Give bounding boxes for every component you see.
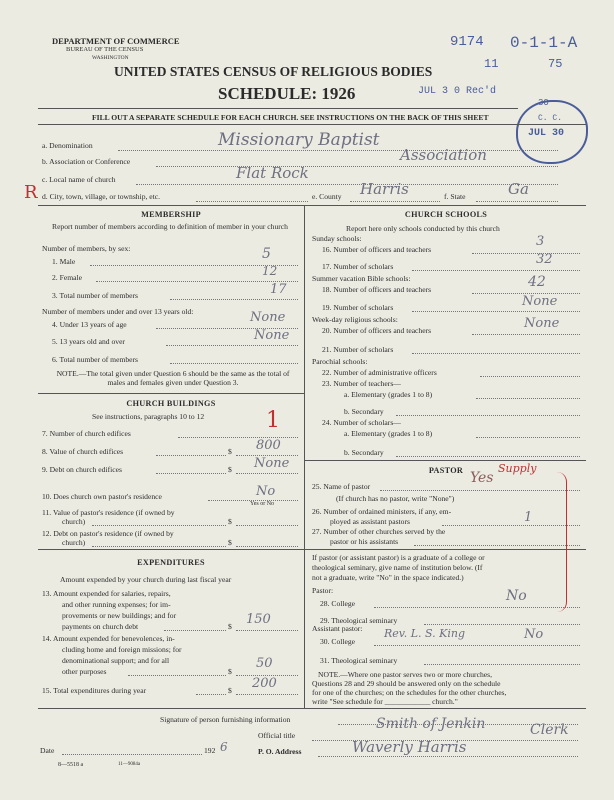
dotted-line (396, 415, 580, 416)
received-stamp: JUL 3 0 Rec'd (418, 86, 497, 97)
yes-no-hint: Yes or No (250, 501, 275, 507)
stamp-number: 9174 (450, 34, 484, 50)
dotted-line (170, 363, 298, 364)
q10-label: 10. Does church own pastor's residence (42, 492, 162, 501)
dotted-line (136, 184, 558, 185)
rule (38, 708, 586, 709)
buildings-title: CHURCH BUILDINGS (126, 399, 216, 408)
q24a-label: a. Elementary (grades 1 to 8) (344, 429, 433, 438)
association-value: Association (400, 146, 487, 164)
q16-label: 16. Number of officers and teachers (322, 245, 432, 254)
q11-dollar: $ (228, 517, 232, 526)
local-name-value: Flat Rock (236, 164, 309, 182)
dotted-line (472, 253, 580, 254)
cloud-cc: C. C. (538, 114, 563, 123)
q13-label-1: 13. Amount expended for salaries, repairs, (42, 589, 171, 598)
column-divider (304, 549, 305, 708)
q20-label: 20. Number of officers and teachers (322, 326, 432, 335)
stamp-75: 75 (548, 57, 563, 71)
q8-label: 8. Value of church edifices (42, 447, 124, 456)
rule (38, 549, 586, 550)
q5-label: 5. 13 years old and over (52, 337, 125, 346)
dotted-line (236, 694, 298, 695)
dotted-line (476, 201, 558, 202)
buildings-see: See instructions, paragraphs 10 to 12 (92, 412, 205, 421)
dotted-line (166, 345, 298, 346)
red-r-mark: R (24, 182, 38, 203)
q26-label-1: 26. Number of ordained ministers, if any, em- (312, 507, 452, 516)
dotted-line (62, 754, 202, 755)
form-number: 8—5518 a (58, 762, 84, 768)
county-label: e. County (312, 192, 342, 201)
q17-label: 17. Number of scholars (322, 262, 394, 271)
official-title-label: Official title (258, 731, 296, 740)
asst-sublabel: Assistant pastor: (312, 624, 363, 633)
q29-label: 29. Theological seminary (320, 616, 398, 625)
q24b-label: b. Secondary (344, 448, 384, 457)
q25-label: 25. Name of pastor (312, 482, 371, 491)
dotted-line (412, 353, 580, 354)
q20-value: None (524, 316, 560, 331)
q15-dollar: $ (228, 686, 232, 695)
pastor-note-4: write "See schedule for ____________ church." (312, 697, 458, 706)
pastor-title: PASTOR (428, 466, 464, 475)
parochial-label: Parochial schools: (312, 357, 368, 366)
dotted-line (156, 166, 558, 167)
q26-label-2: ployed as assistant pastors (330, 517, 410, 526)
q27-label-1: 27. Number of other churches served by the (312, 527, 446, 536)
dotted-line (472, 334, 580, 335)
form-number-2: 11—9084a (118, 762, 141, 767)
form-subtitle: SCHEDULE: 1926 (218, 84, 356, 103)
dotted-line (480, 376, 580, 377)
dept-heading: DEPARTMENT OF COMMERCE (52, 36, 180, 46)
q15-label: 15. Total expenditures during year (42, 686, 147, 695)
q18-label: 18. Number of officers and teachers (322, 285, 432, 294)
official-title-value: Clerk (530, 722, 569, 738)
q12-dollar: $ (228, 538, 232, 547)
dotted-line (96, 281, 298, 282)
q16-value: 3 (536, 234, 545, 249)
q8-dollar: $ (228, 447, 232, 456)
q23-label: 23. Number of teachers— (322, 379, 401, 388)
form-title: UNITED STATES CENSUS OF RELIGIOUS BODIES (114, 64, 433, 79)
pastor-note-2: Questions 28 and 29 should be answered only on the schedule (312, 679, 501, 688)
q25-value: Yes (470, 470, 494, 486)
cloud-date: JUL 30 (528, 128, 565, 139)
q28-value: No (506, 588, 527, 604)
dotted-line (236, 630, 298, 631)
q30-value-2: No (524, 627, 544, 642)
q13-dollar: $ (228, 622, 232, 631)
q13-label-2: and other running expenses; for im- (62, 600, 171, 609)
state-label: f. State (444, 192, 466, 201)
date-year: 192 (204, 746, 216, 755)
q19-value: None (522, 294, 558, 309)
under-over-label: Number of members under and over 13 years old: (42, 307, 194, 316)
q1-label: 1. Male (52, 257, 76, 266)
stamp-11: 11 (484, 57, 499, 71)
q13-label-3: provements or new buildings; and for (62, 611, 177, 620)
q26-value: 1 (524, 510, 533, 525)
dotted-line (350, 201, 440, 202)
dotted-line (128, 675, 226, 676)
q7-label: 7. Number of church edifices (42, 429, 131, 438)
dotted-line (476, 437, 580, 438)
dotted-line (424, 664, 580, 665)
column-divider (304, 205, 305, 549)
q15-value: 200 (252, 676, 277, 691)
q22-label: 22. Number of administrative officers (322, 368, 437, 377)
signature-label: Signature of person furnishing information (160, 715, 291, 724)
dotted-line (236, 525, 298, 526)
q18-value: 42 (528, 274, 546, 290)
q17-value: 32 (536, 252, 553, 267)
q27-label-2: pastor or his assistants (330, 537, 399, 546)
cloud-top-mark: 30 (538, 98, 549, 108)
q5-value: None (254, 328, 290, 343)
q6-label: 6. Total number of members (52, 355, 139, 364)
q19-label: 19. Number of scholars (322, 303, 394, 312)
expenditures-title: EXPENDITURES (137, 558, 205, 567)
rule (38, 393, 304, 394)
county-value: Harris (360, 180, 409, 198)
q1-value: 5 (262, 246, 271, 262)
q3-value: 17 (270, 282, 287, 297)
supply-note: Supply (498, 462, 537, 475)
q11-label-cont: church) (62, 517, 86, 526)
q14-label-2: cluding home and foreign missions; for (62, 645, 182, 654)
rule (38, 205, 586, 206)
membership-title: MEMBERSHIP (141, 210, 201, 219)
dotted-line (374, 645, 580, 646)
date-year-hand: 6 (220, 740, 228, 754)
pastor-note-1: NOTE.—Where one pastor serves two or more churches, (318, 670, 492, 679)
instruction-line: FILL OUT A SEPARATE SCHEDULE FOR EACH CHURCH. SEE INSTRUCTIONS ON THE BACK OF THIS SHEET (92, 113, 489, 122)
q30-label: 30. College (320, 637, 356, 646)
red-bracket-mark (556, 472, 567, 612)
po-address-label: P. O. Address (258, 747, 302, 756)
dotted-line (412, 270, 580, 271)
q21-label: 21. Number of scholars (322, 345, 394, 354)
denomination-label: a. Denomination (42, 141, 93, 150)
dotted-line (412, 311, 580, 312)
q23a-label: a. Elementary (grades 1 to 8) (344, 390, 433, 399)
date-label: Date (40, 746, 55, 755)
grad-note-3: not a graduate, write "No" in the space indicated.) (312, 573, 464, 582)
sunday-label: Sunday schools: (312, 234, 362, 243)
dotted-line (396, 456, 580, 457)
dotted-line (380, 490, 580, 491)
q14-label-1: 14. Amount expended for benevolences, in- (42, 634, 175, 643)
dotted-line (170, 299, 298, 300)
q3-label: 3. Total number of members (52, 291, 139, 300)
q2-label: 2. Female (52, 273, 82, 282)
weekday-label: Week-day religious schools: (312, 315, 398, 324)
q7-value: 1 (266, 408, 280, 433)
by-sex-label: Number of members, by sex: (42, 244, 131, 253)
q4-value: None (250, 310, 286, 325)
city-label: d. City, town, village, or township, etc. (42, 192, 161, 201)
q11-label: 11. Value of pastor's residence (if owned by (42, 508, 175, 517)
dotted-line (374, 607, 580, 608)
rule (38, 124, 586, 125)
denomination-value: Missionary Baptist (218, 130, 380, 150)
bureau-heading: BUREAU OF THE CENSUS (66, 46, 144, 53)
dotted-line (164, 630, 226, 631)
pastor-sublabel: Pastor: (312, 586, 334, 595)
rule (304, 460, 586, 461)
signature-value: Smith of Jenkin (376, 716, 486, 732)
dotted-line (236, 473, 298, 474)
pastor-note-3: for one of the churches; on the schedules for the other churches, (312, 688, 507, 697)
q14-value: 50 (256, 656, 273, 671)
q12-label: 12. Debt on pastor's residence (if owned by (42, 529, 174, 538)
q14-label-4: other purposes (62, 667, 107, 676)
stamp-code: 0-1-1-A (510, 34, 578, 52)
q30-value: Rev. L. S. King (384, 627, 465, 640)
q9-label: 9. Debt on church edifices (42, 465, 122, 474)
q12-label-cont: church) (62, 538, 86, 547)
schools-intro: Report here only schools conducted by this church (346, 224, 500, 233)
dotted-line (196, 201, 308, 202)
summer-label: Summer vacation Bible schools: (312, 274, 411, 283)
rule (38, 108, 518, 109)
grad-note-2: theological seminary, give name of institution below. (If (312, 563, 483, 572)
membership-intro: Report number of members according to definition of member in your church (52, 222, 288, 231)
q13-value: 150 (246, 612, 271, 627)
q9-value: None (254, 456, 290, 471)
q10-value: No (256, 484, 276, 499)
grad-note-1: If pastor (or assistant pastor) is a graduate of a college or (312, 553, 485, 562)
q13-label-4: payments on church debt (62, 622, 139, 631)
q9-dollar: $ (228, 465, 232, 474)
dotted-line (156, 455, 226, 456)
association-label: b. Association or Conference (42, 157, 131, 166)
po-address-value: Waverly Harris (352, 738, 467, 756)
dotted-line (156, 473, 226, 474)
state-value: Ga (508, 180, 529, 198)
dotted-line (196, 694, 226, 695)
q24-label: 24. Number of scholars— (322, 418, 401, 427)
dotted-line (318, 756, 578, 757)
membership-note: NOTE.—The total given under Question 6 should be the same as the total of males and females given under Question 3. (56, 369, 290, 387)
dotted-line (476, 398, 580, 399)
q8-value: 800 (256, 438, 281, 453)
schools-title: CHURCH SCHOOLS (404, 210, 488, 219)
q14-label-3: denominational support; and for all (62, 656, 170, 665)
q2-value: 12 (262, 264, 278, 278)
dotted-line (424, 624, 580, 625)
dotted-line (118, 150, 558, 151)
q31-label: 31. Theological seminary (320, 656, 398, 665)
local-name-label: c. Local name of church (42, 175, 116, 184)
q25-note: (If church has no pastor, write "None") (336, 494, 455, 503)
city-heading: WASHINGTON (92, 55, 129, 61)
q23b-label: b. Secondary (344, 407, 384, 416)
q28-label: 28. College (320, 599, 356, 608)
dotted-line (92, 546, 226, 547)
dotted-line (92, 525, 226, 526)
expenditures-intro: Amount expended by your church during last fiscal year (60, 575, 232, 584)
q14-dollar: $ (228, 667, 232, 676)
dotted-line (236, 546, 298, 547)
q4-label: 4. Under 13 years of age (52, 320, 127, 329)
